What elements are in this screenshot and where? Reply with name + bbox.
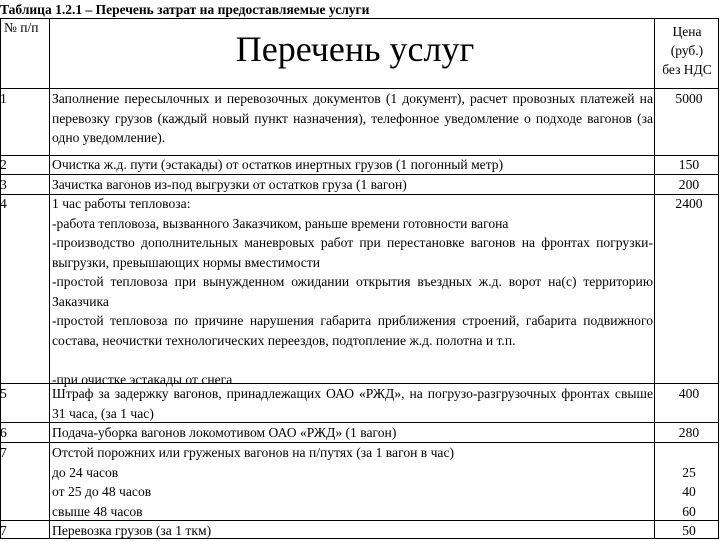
row-description: Подача-уборка вагонов локомотивом ОАО «РЖД» (1 вагон) (52, 425, 397, 440)
header-price-line: Цена (672, 24, 702, 39)
row-number: 7 (0, 445, 7, 460)
row-price: 200 (678, 177, 700, 192)
row-description: -производство дополнительных маневровых работ при перестановке вагонов на фронтах погрузки-выгрузки, превышающих нормы вместимости (52, 235, 653, 270)
row-number: 4 (0, 196, 7, 211)
page-title: Перечень услуг (235, 29, 475, 69)
column-divider-price (654, 19, 655, 538)
row-price: 2400 (675, 196, 703, 211)
row-price: 280 (678, 425, 700, 440)
row-description: свыше 48 часов (52, 504, 143, 519)
row-number: 2 (0, 157, 7, 172)
column-divider-num (49, 19, 50, 538)
row-description: до 24 часов (52, 465, 119, 480)
header-num: № п/п (4, 20, 39, 35)
row-description: от 25 до 48 часов (52, 484, 152, 499)
row-price: 400 (678, 386, 700, 401)
services-table (0, 18, 719, 539)
row-price: 50 (682, 523, 696, 538)
row-price: 150 (678, 157, 700, 172)
row-description: -при очистке эстакады от снега (52, 372, 233, 387)
row-price: 60 (682, 504, 696, 519)
row-description: -простой тепловоза по причине нарушения габарита приближения строений, габарита подвижного состава, неочистки технологических переездов, подтопление ж.д. полотна и т.п. (52, 313, 653, 348)
row-number: 5 (0, 386, 7, 401)
row-price: 5000 (675, 91, 703, 106)
row-description: -работа тепловоза, вызванного Заказчиком, раньше времени готовности вагона (52, 216, 509, 231)
row-description: Отстой порожних или груженых вагонов на п/путях (за 1 вагон в час) (52, 445, 455, 460)
row-number: 1 (0, 91, 7, 106)
row-price: 25 (682, 465, 696, 480)
row-description: Штраф за задержку вагонов, принадлежащих ОАО «РЖД», на погрузо-разгрузочных фронтах свыше 31 часа, (за 1 час) (52, 386, 653, 421)
row-description: Зачистка вагонов из-под выгрузки от остатков груза (1 вагон) (52, 177, 407, 192)
row-description: 1 час работы тепловоза: (52, 196, 191, 211)
row-number: 7 (0, 523, 7, 538)
row-price: 40 (682, 484, 696, 499)
row-description: Заполнение пересылочных и перевозочных документов (1 документ), расчет провозных платежей на перевозку грузов (каждый новый пункт назначения), телефонное уведомление о подходе вагонов (за одно уведомление). (52, 91, 653, 146)
row-description: Очистка ж.д. пути (эстакады) от остатков инертных грузов (1 погонный метр) (52, 157, 504, 172)
row-number: 6 (0, 425, 7, 440)
row-description: Перевозка грузов (за 1 ткм) (52, 523, 212, 538)
row-number: 3 (0, 177, 7, 192)
row-description: -простой тепловоза при вынужденном ожидании открытия въездных ж.д. ворот на(с) территорию Заказчика (52, 274, 653, 309)
header-price-line: без НДС (662, 62, 712, 77)
header-price-line: (руб.) (670, 43, 704, 58)
header-price (655, 22, 719, 79)
table-caption: Таблица 1.2.1 – Перечень затрат на предоставляемые услуги (0, 2, 370, 17)
